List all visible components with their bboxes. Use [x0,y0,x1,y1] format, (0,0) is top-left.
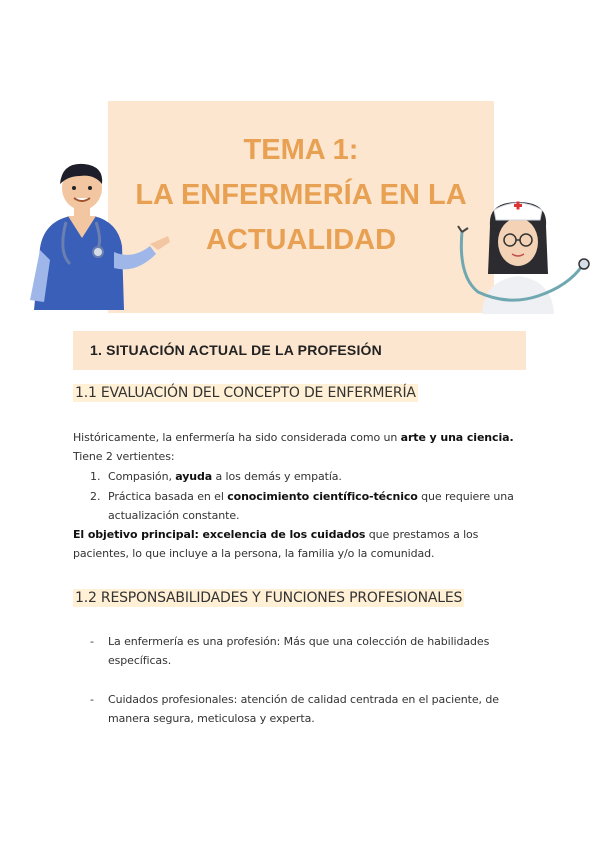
paragraph-objective-line2: pacientes, lo que incluye a la persona, la familia y/o la comunidad. [73,547,435,560]
item2-bold: conocimiento científico-técnico [227,490,418,503]
bullet-2-line2: manera segura, meticulosa y experta. [108,712,315,725]
item1-text-c: a los demás y empatía. [212,470,342,483]
list-item-1 [108,470,342,483]
item1-bold: ayuda [175,470,213,483]
list-item-2 [108,490,514,503]
list-number-2: 2. [90,490,101,503]
nurse-illustration [448,196,594,316]
bullet-1-line1: La enfermería es una profesión: Más que una colección de habilidades [108,635,490,648]
item2-text-a: Práctica basada en el [108,490,228,503]
title-line-1: TEMA 1: [243,134,359,166]
list-number-1: 1. [90,470,101,483]
subheading-1-2: 1.2 RESPONSABILIDADES Y FUNCIONES PROFESIONALES [75,590,463,606]
section-title: 1. SITUACIÓN ACTUAL DE LA PROFESIÓN [90,342,382,358]
doctor-illustration [22,160,182,320]
objective-text: que prestamos a los [365,528,479,541]
bullet-dash-1: - [90,635,94,648]
item2-text-c: que requiere una [417,490,514,503]
title-line-2: LA ENFERMERÍA EN LA [135,179,467,211]
intro-bold: arte y una ciencia. [400,431,514,444]
item1-text-a: Compasión, [108,470,176,483]
bullet-dash-2: - [90,693,94,706]
objective-bold: El objetivo principal: excelencia de los cuidados [73,528,366,541]
bullet-1-line2: específicas. [108,654,172,667]
list-item-2-line2: actualización constante. [108,509,240,522]
bullet-2-line1: Cuidados profesionales: atención de calidad centrada en el paciente, de [108,693,499,706]
paragraph-objective [73,528,478,541]
intro-text: Históricamente, la enfermería ha sido considerada como un [73,431,401,444]
subheading-1-1: 1.1 EVALUACIÓN DEL CONCEPTO DE ENFERMERÍA [75,385,416,401]
paragraph-intro-line2: Tiene 2 vertientes: [73,450,175,463]
paragraph-intro [73,431,514,444]
title-line-3: ACTUALIDAD [205,224,397,256]
